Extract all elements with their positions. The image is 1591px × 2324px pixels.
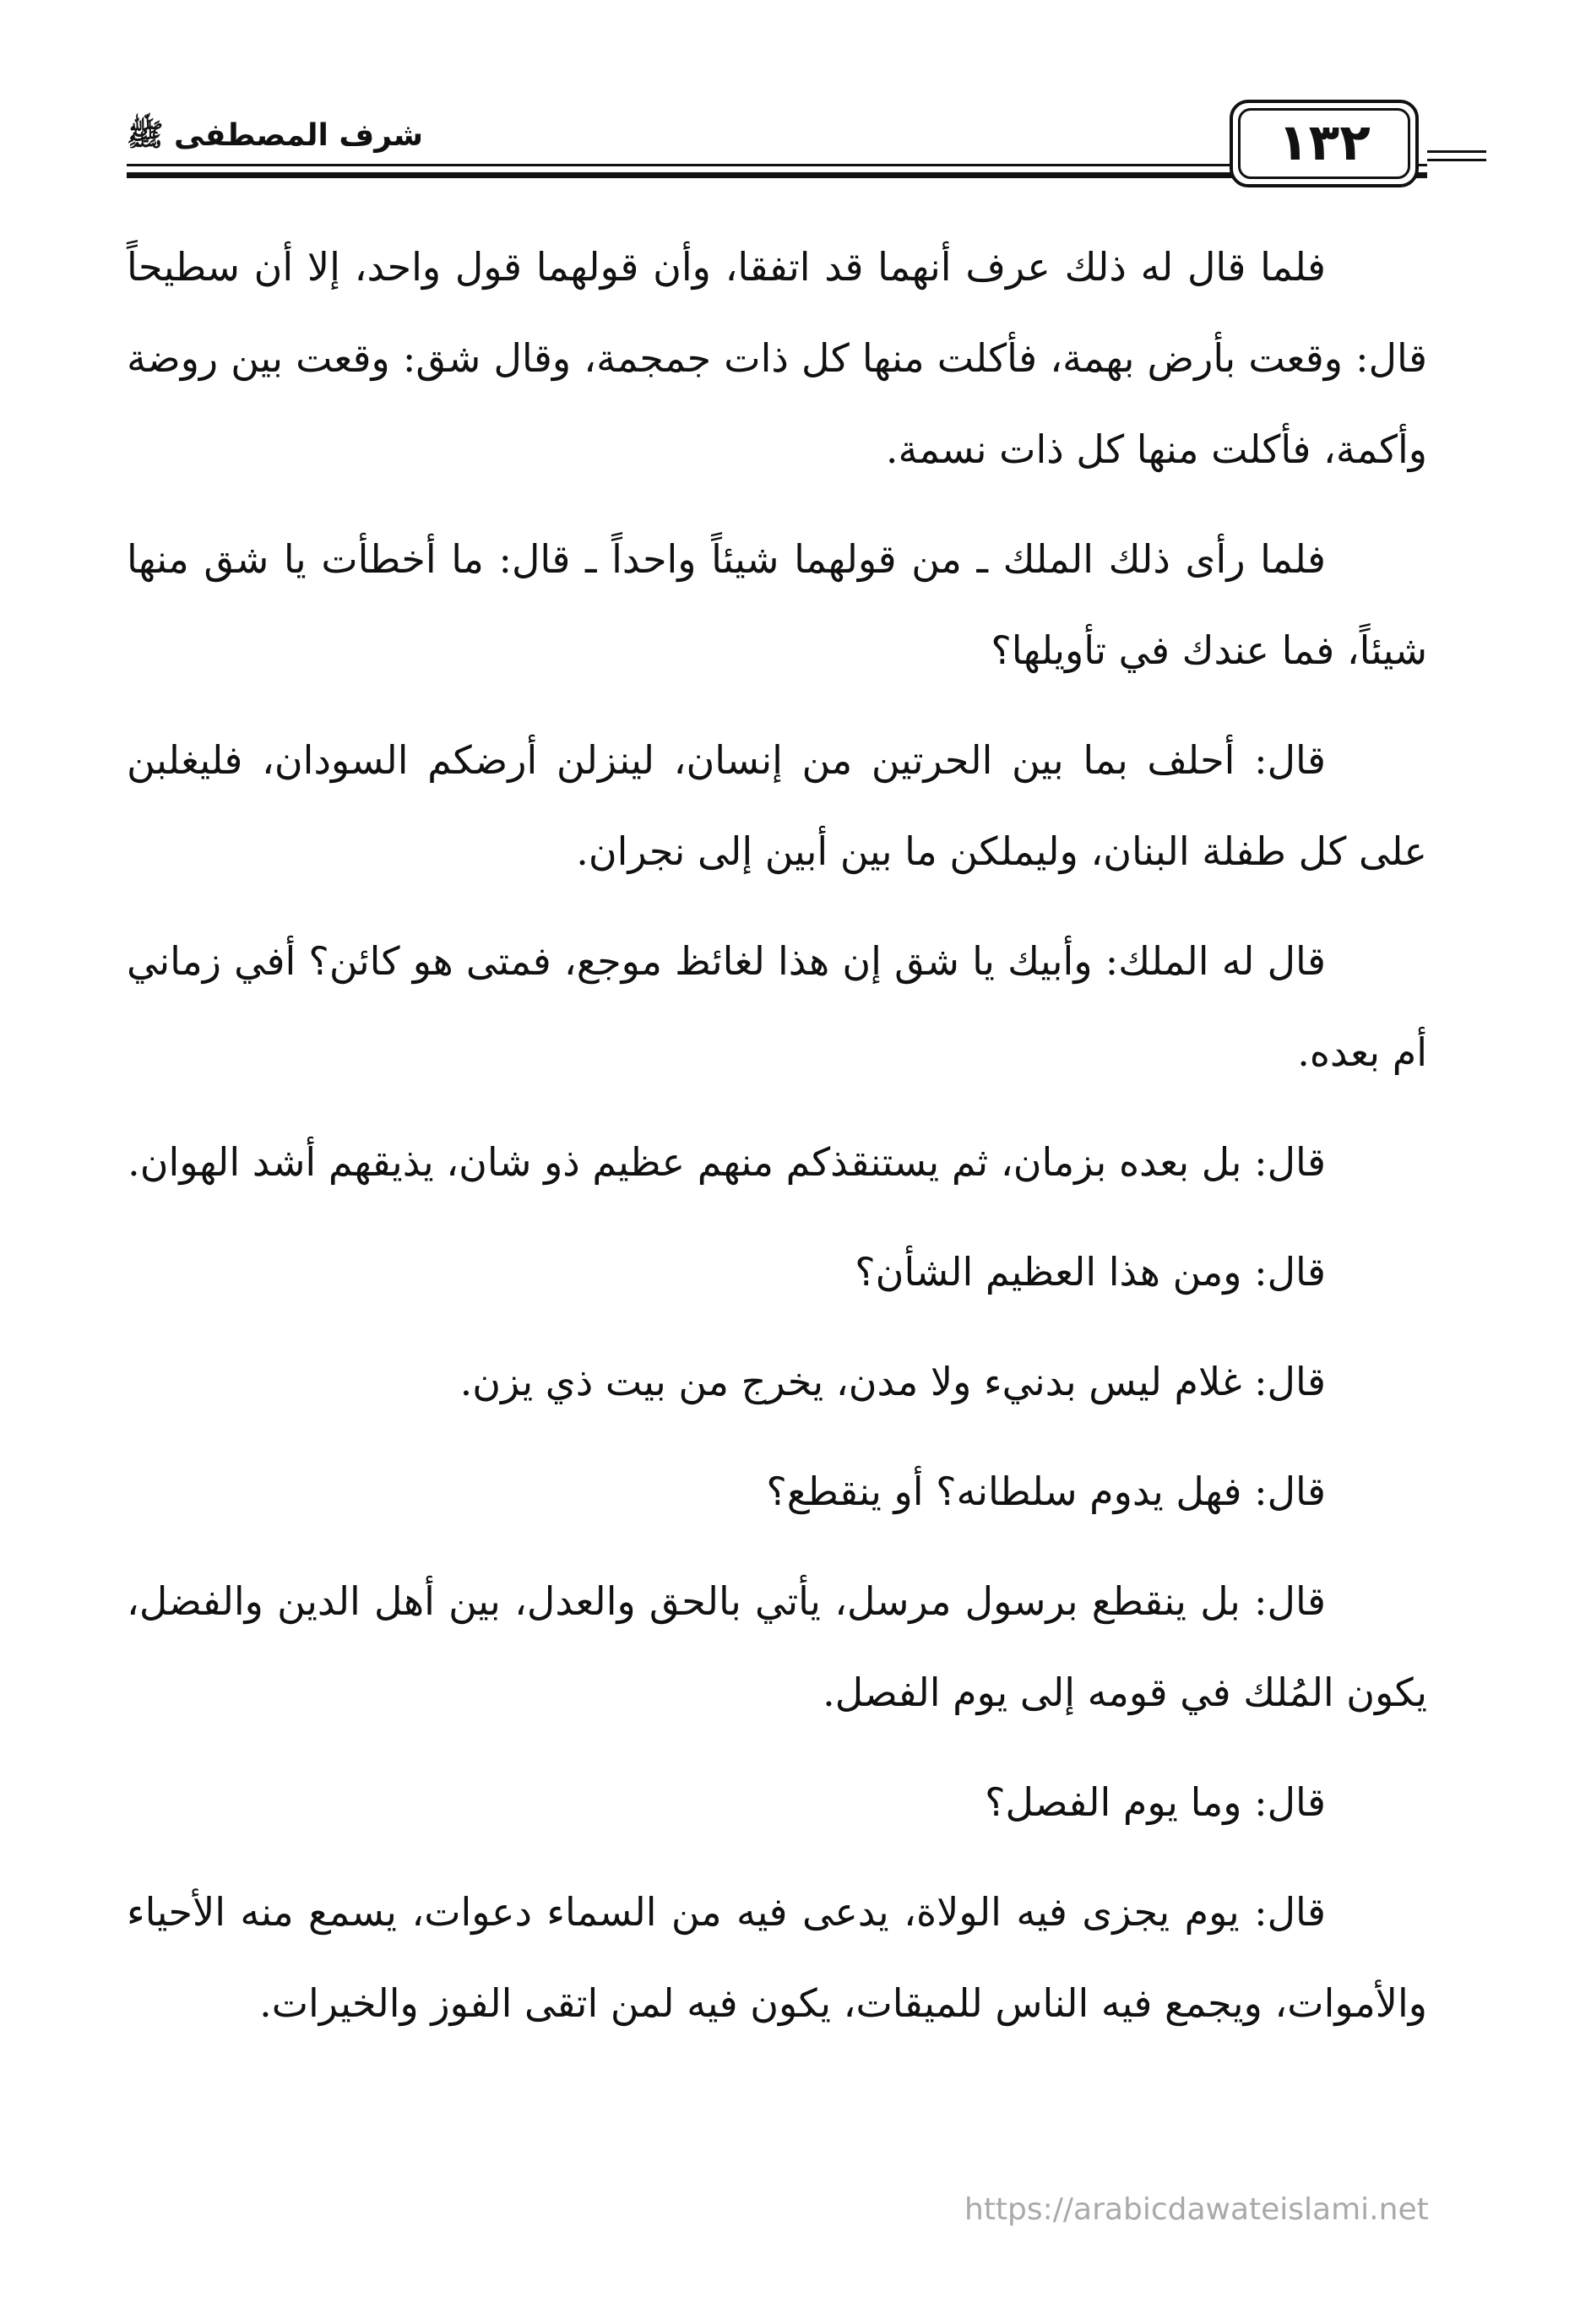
- paragraph-4: قال له الملك: وأبيك يا شق إن هذا لغائظ موجع، فمتى هو كائن؟ أفي زماني أم بعده.: [127, 938, 1427, 1075]
- paragraph-9: قال: بل ينقطع برسول مرسل، يأتي بالحق والعدل، بين أهل الدين والفضل، يكون المُلك في قومه إلى يوم الفصل.: [127, 1578, 1427, 1715]
- page-header: [127, 100, 1427, 193]
- paragraph-6: قال: ومن هذا العظيم الشأن؟: [855, 1249, 1326, 1295]
- paragraph-5: قال: بل بعده بزمان، ثم يستنقذكم منهم عظيم ذو شان، يذيقهم أشد الهوان.: [128, 1139, 1326, 1185]
- page-number-frame: [1230, 100, 1419, 187]
- page-body: [127, 221, 1427, 2067]
- paragraph-10: قال: وما يوم الفصل؟: [985, 1779, 1326, 1825]
- paragraph-1: فلما قال له ذلك عرف أنهما قد اتفقا، وأن قولهما قول واحد، إلا أن سطيحاً قال: وقعت بأرض بهمة، فأكلت منها كل ذات جمجمة، وقال شق: وقعت بين روضة وأكمة، فأكلت منها كل ذات نسمة.: [127, 244, 1427, 472]
- paragraph-3: قال: أحلف بما بين الحرتين من إنسان، لينزلن أرضكم السودان، فليغلبن على كل طفلة البنان، وليملكن ما بين أبين إلى نجران.: [127, 737, 1427, 874]
- paragraph-8: قال: فهل يدوم سلطانه؟ أو ينقطع؟: [766, 1469, 1326, 1514]
- page-number: ١٣٢: [1278, 113, 1371, 172]
- book-title: شرف المصطفى ﷺ: [127, 118, 424, 153]
- paragraph-7: قال: غلام ليس بدنيء ولا مدن، يخرج من بيت ذي يزن.: [459, 1359, 1326, 1404]
- header-rule-right-bottom: [1427, 159, 1486, 161]
- paragraph-11: قال: يوم يجزى فيه الولاة، يدعى فيه من السماء دعوات، يسمع منه الأحياء والأموات، ويجمع فيه الناس للميقات، يكون فيه لمن اتقى الفوز والخيرات.: [127, 1889, 1427, 2026]
- watermark-url: https://arabicdawateislami.net: [964, 2192, 1429, 2227]
- header-rule-right-top: [1427, 150, 1486, 153]
- paragraph-2: فلما رأى ذلك الملك ـ من قولهما شيئاً واحداً ـ قال: ما أخطأت يا شق منها شيئاً، فما عندك في تأويلها؟: [127, 536, 1427, 673]
